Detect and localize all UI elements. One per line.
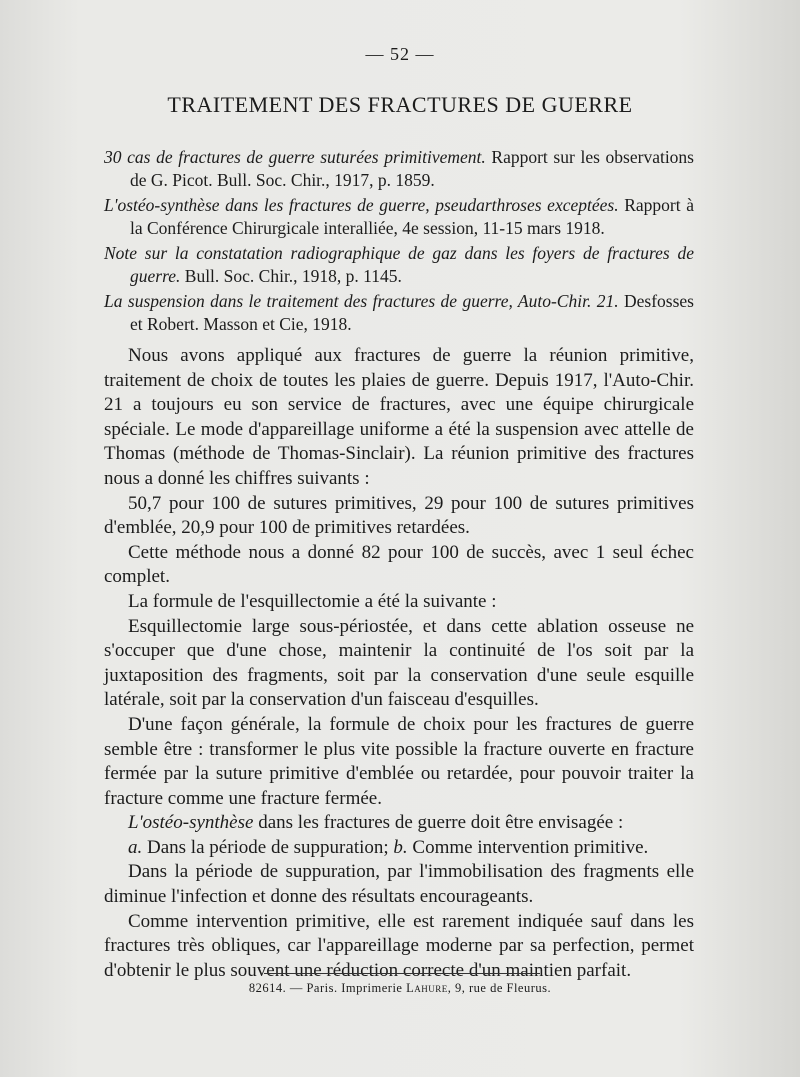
printer-footer <box>0 981 800 996</box>
paragraph: Dans la période de suppuration, par l'immobilisation des fragments elle diminue l'infection et donne des résultats encourageants. <box>104 861 694 908</box>
paragraph: Nous avons appliqué aux fractures de guerre la réunion primitive, traitement de choix de toutes les plaies de guerre. Depuis 1917, l'Auto-Chir. 21 a toujours eu son service de fractures, avec une équipe chirurgicale spéciale. Le mode d'appareillage uniforme a été la suspension avec attelle de Thomas (méthode de Thomas-Sinclair). La réunion primitive des fractures nous a donné les chiffres suivants : <box>104 345 694 489</box>
list-item-text: Dans la période de suppuration; <box>142 836 394 858</box>
reference-details: Rapport à la Conférence Chirurgicale interalliée, 4e session, 11-15 mars 1918. <box>130 195 694 238</box>
paragraph-text: dans les fractures de guerre doit être envisagée : <box>253 812 624 834</box>
reference-title: 30 cas de fractures de guerre suturées primitivement. <box>104 147 486 167</box>
reference-item <box>104 290 694 336</box>
paragraph: Comme intervention primitive, elle est rarement indiquée sauf dans les fractures très obliques, car l'appareillage moderne par sa perfection, permet d'obtenir le plus souvent une réduction correcte d'un maintien parfait. <box>104 910 694 981</box>
reference-title: L'ostéo-synthèse dans les fractures de guerre, pseudarthroses exceptées. <box>104 195 619 215</box>
paragraph <box>104 836 694 861</box>
paragraph: La formule de l'esquillectomie a été la suivante : <box>128 590 497 612</box>
paragraph: D'une façon générale, la formule de choix pour les fractures de guerre semble être : transformer le plus vite possible la fracture ouverte en fracture fermée par la suture primitive d'emblée ou retardée, pour pouvoir traiter la fracture comme une fracture fermée. <box>104 713 694 809</box>
reference-item <box>104 194 694 240</box>
paragraph: Esquillectomie large sous-périostée, et dans cette ablation osseuse ne s'occuper que d'une chose, maintenir la continuité de l'os soit par la juxtaposition des fragments, soit par la conservation d'une seule esquille latérale, soit par la conservation d'un faisceau d'esquilles. <box>104 615 694 711</box>
list-marker: a. <box>128 836 143 858</box>
list-marker: b. <box>393 836 408 858</box>
footer-text: 82614. — Paris. Imprimerie <box>248 981 407 995</box>
paragraph <box>104 811 694 836</box>
reference-item <box>104 242 694 288</box>
reference-details: Bull. Soc. Chir., 1918, p. 1145. <box>180 266 402 286</box>
paragraph: Cette méthode nous a donné 82 pour 100 de succès, avec 1 seul échec complet. <box>104 541 694 588</box>
reference-list <box>104 146 694 338</box>
reference-title: La suspension dans le traitement des fractures de guerre, Auto-Chir. 21. <box>104 291 619 311</box>
list-item-text: Comme intervention primitive. <box>407 836 649 858</box>
footer-text: , 9, rue de Fleurus. <box>447 981 552 995</box>
reference-title: Note sur la constatation radiographique de gaz dans les foyers de fractures de guerre. <box>104 243 694 286</box>
reference-details: Desfosses et Robert. Masson et Cie, 1918. <box>130 291 694 334</box>
page-title: TRAITEMENT DES FRACTURES DE GUERRE <box>167 92 633 117</box>
reference-item <box>104 146 694 192</box>
emphasis: L'ostéo-synthèse <box>128 812 254 834</box>
paragraph: 50,7 pour 100 de sutures primitives, 29 pour 100 de sutures primitives d'emblée, 20,9 pour 100 de primitives retardées. <box>104 492 694 539</box>
reference-details: Rapport sur les observations de G. Picot. Bull. Soc. Chir., 1917, p. 1859. <box>130 147 694 190</box>
footer-rule <box>264 973 540 974</box>
body-text <box>104 344 694 983</box>
printer-name: Lahure <box>406 981 448 995</box>
page-number: — 52 — <box>365 44 435 64</box>
